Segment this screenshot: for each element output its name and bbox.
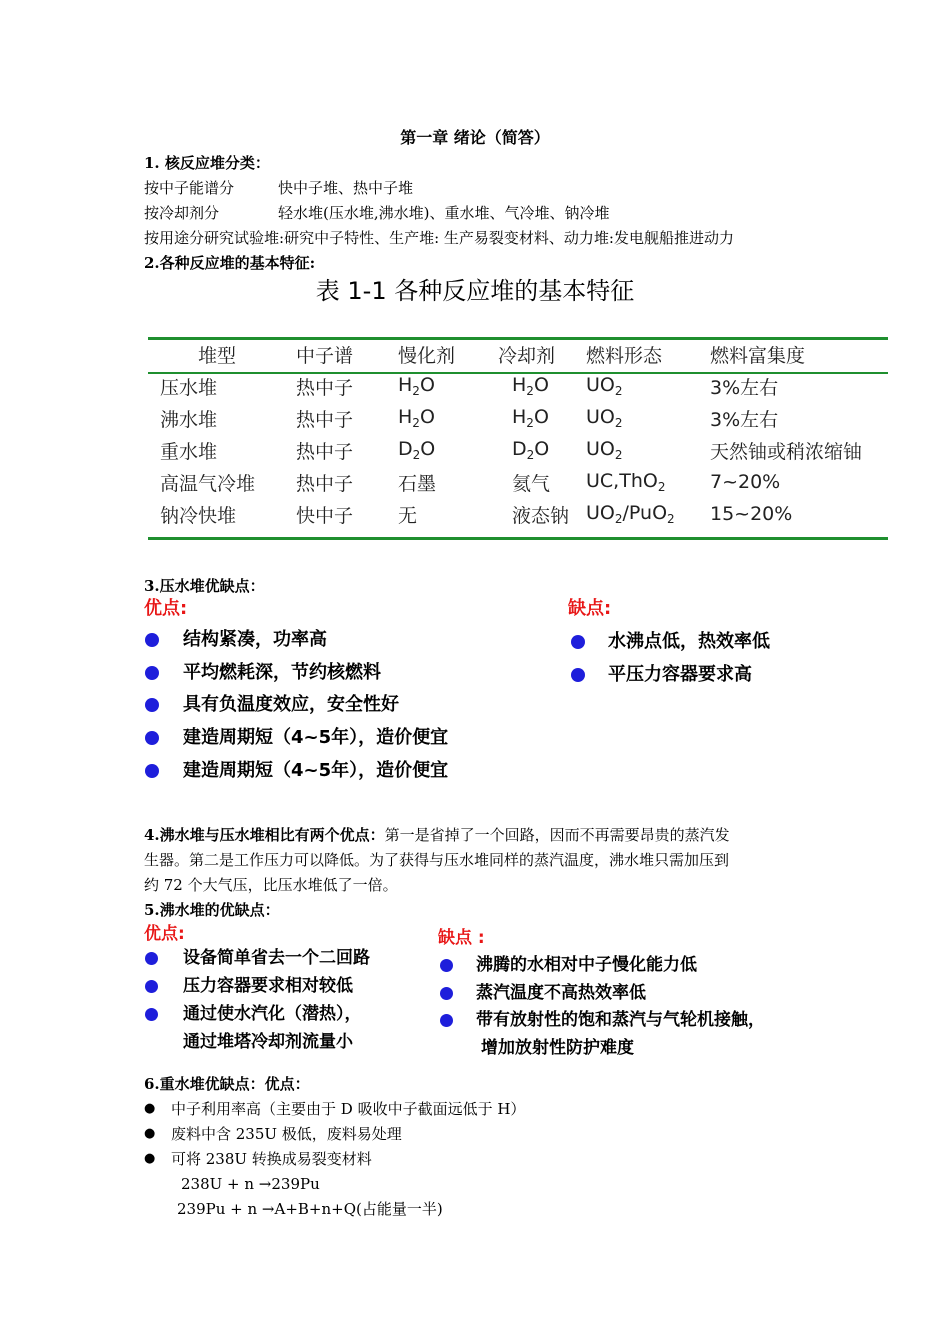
pwr-pro-item: 建造周期短（4~5年），造价便宜 — [183, 727, 449, 748]
table-cell: 氦气 — [512, 472, 551, 495]
section-6-heading: 6.重水堆优缺点：优点： — [144, 1075, 310, 1093]
section-3-heading: 3.压水堆优缺点： — [144, 577, 265, 595]
table-cell: $D_2O$ — [512, 438, 550, 462]
table-cell: $H_2O$ — [398, 406, 435, 430]
equation: 239Pu + n →A+B+n+Q(占能量一半) — [177, 1200, 443, 1218]
bullet-icon — [571, 668, 585, 682]
table-cell: 热中子 — [296, 376, 354, 399]
classification-text: 轻水堆(压水堆,沸水堆)、重水堆、气冷堆、钠冷堆 — [278, 204, 610, 222]
table-cell: 热中子 — [296, 408, 354, 431]
section-4-text: 约 72 个大气压，比压水堆低了一倍。 — [144, 876, 398, 894]
table-cell: 压水堆 — [160, 376, 218, 399]
table-header: 慢化剂 — [398, 344, 456, 367]
equation: 238U + n →239Pu — [181, 1175, 320, 1193]
table-cell: 热中子 — [296, 472, 354, 495]
classification-label: 按冷却剂分 — [144, 204, 220, 222]
hwr-pro-item: 废料中含 235U 极低，废料易处理 — [171, 1125, 402, 1143]
table-cell: 高温气冷堆 — [160, 472, 256, 495]
pwr-con-item: 水沸点低，热效率低 — [608, 631, 770, 652]
table-cell: 15~20% — [710, 503, 793, 525]
table-header: 燃料形态 — [586, 344, 663, 367]
table-cell: $D_2O$ — [398, 438, 436, 462]
pwr-pro-item: 具有负温度效应，安全性好 — [183, 694, 399, 715]
table-header: 冷却剂 — [498, 344, 556, 367]
pros-label: 优点: — [144, 924, 185, 944]
table-row — [148, 466, 888, 498]
table-row — [148, 402, 888, 434]
bullet-icon — [440, 987, 453, 1000]
pwr-pro-item: 结构紧凑，功率高 — [183, 629, 327, 650]
table-cell: 重水堆 — [160, 440, 218, 463]
pros-label: 优点: — [144, 598, 188, 619]
section-1-heading: 1. 核反应堆分类： — [144, 154, 270, 172]
table-cell: 快中子 — [296, 504, 354, 527]
table-cell: 3%左右 — [710, 376, 779, 399]
section-5-heading: 5.沸水堆的优缺点： — [144, 901, 280, 919]
table-cell: 沸水堆 — [160, 408, 218, 431]
bullet-icon — [440, 1014, 453, 1027]
section-4-line — [144, 826, 730, 844]
bullet-icon — [145, 633, 159, 647]
bwr-pro-item: 通过堆塔冷却剂流量小 — [183, 1032, 353, 1052]
table-header: 堆型 — [198, 344, 237, 367]
section-2-heading: 2.各种反应堆的基本特征: — [144, 254, 316, 272]
classification-text: 快中子堆、热中子堆 — [278, 179, 414, 197]
bwr-pro-item: 压力容器要求相对较低 — [183, 976, 353, 996]
table-row — [148, 370, 888, 402]
section-4-heading: 4.沸水堆与压水堆相比有两个优点： — [144, 826, 385, 844]
classification-text: 研究试验堆:研究中子特性、生产堆: 生产易裂变材料、动力堆:发电舰船推进动力 — [204, 229, 734, 247]
bwr-con-item: 增加放射性防护难度 — [481, 1038, 634, 1058]
table-header-row — [148, 338, 888, 370]
table-cell: $H_2O$ — [398, 374, 435, 398]
table-row — [148, 498, 888, 530]
table-cell: $UO_2$ — [586, 374, 623, 398]
table-cell: 7~20% — [710, 471, 781, 493]
classification-label: 按用途分 — [144, 229, 205, 247]
bwr-pro-item: 通过使水汽化（潜热）， — [183, 1004, 362, 1024]
bwr-con-item: 沸腾的水相对中子慢化能力低 — [476, 955, 697, 975]
reactor-table — [148, 338, 888, 530]
table-cell: 3%左右 — [710, 408, 779, 431]
table-header: 中子谱 — [296, 344, 354, 367]
bullet-icon: ● — [144, 1151, 156, 1166]
classification-row — [144, 229, 734, 247]
hwr-pro-item: 中子利用率高（主要由于 D 吸收中子截面远低于 H） — [171, 1100, 526, 1118]
bullet-icon — [145, 698, 159, 712]
table-bottom-rule — [148, 537, 888, 540]
bullet-icon: ● — [144, 1101, 156, 1116]
pwr-pro-item: 建造周期短（4~5年），造价便宜 — [183, 760, 449, 781]
hwr-pro-item: 可将 238U 转换成易裂变材料 — [171, 1150, 372, 1168]
table-cell: 液态钠 — [512, 504, 570, 527]
pwr-pro-item: 平均燃耗深，节约核燃料 — [183, 662, 381, 683]
section-4-text: 第一是省掉了一个回路，因而不再需要昂贵的蒸汽发 — [384, 826, 730, 844]
pwr-con-item: 平压力容器要求高 — [608, 664, 752, 685]
bullet-icon: ● — [144, 1126, 156, 1141]
bullet-icon — [440, 959, 453, 972]
table-cell: 天然铀或稍浓缩铀 — [710, 440, 863, 463]
bullet-icon — [145, 666, 159, 680]
table-cell: 石墨 — [398, 472, 437, 495]
table-row — [148, 434, 888, 466]
table-cell: 钠冷快堆 — [160, 504, 237, 527]
bullet-icon — [145, 980, 158, 993]
table-header: 燃料富集度 — [710, 344, 806, 367]
table-cell: 无 — [398, 504, 418, 527]
bullet-icon — [145, 1008, 158, 1021]
bullet-icon — [145, 731, 159, 745]
cons-label: 缺点 : — [438, 928, 485, 948]
bwr-pro-item: 设备简单省去一个二回路 — [183, 948, 370, 968]
bullet-icon — [571, 635, 585, 649]
bullet-icon — [145, 764, 159, 778]
classification-label: 按中子能谱分 — [144, 179, 235, 197]
table-cell: $UO_2$ — [586, 438, 623, 462]
table-cell: $UO_2$ — [586, 406, 623, 430]
bwr-con-item: 带有放射性的饱和蒸汽与气轮机接触， — [476, 1010, 765, 1030]
bullet-icon — [145, 952, 158, 965]
section-4-text: 生器。第二是工作压力可以降低。为了获得与压水堆同样的蒸汽温度，沸水堆只需加压到 — [144, 851, 730, 869]
table-caption: 表 1-1 各种反应堆的基本特征 — [315, 277, 635, 305]
table-cell: $H_2O$ — [512, 374, 549, 398]
table-cell: $UO_2/PuO_2$ — [586, 502, 675, 526]
table-cell: $H_2O$ — [512, 406, 549, 430]
table-cell: 热中子 — [296, 440, 354, 463]
bwr-con-item: 蒸汽温度不高热效率低 — [476, 983, 646, 1003]
cons-label: 缺点: — [568, 598, 612, 619]
table-cell: UC,ThO$_2$ — [586, 470, 666, 494]
page-title: 第一章 绪论（简答） — [400, 128, 550, 147]
